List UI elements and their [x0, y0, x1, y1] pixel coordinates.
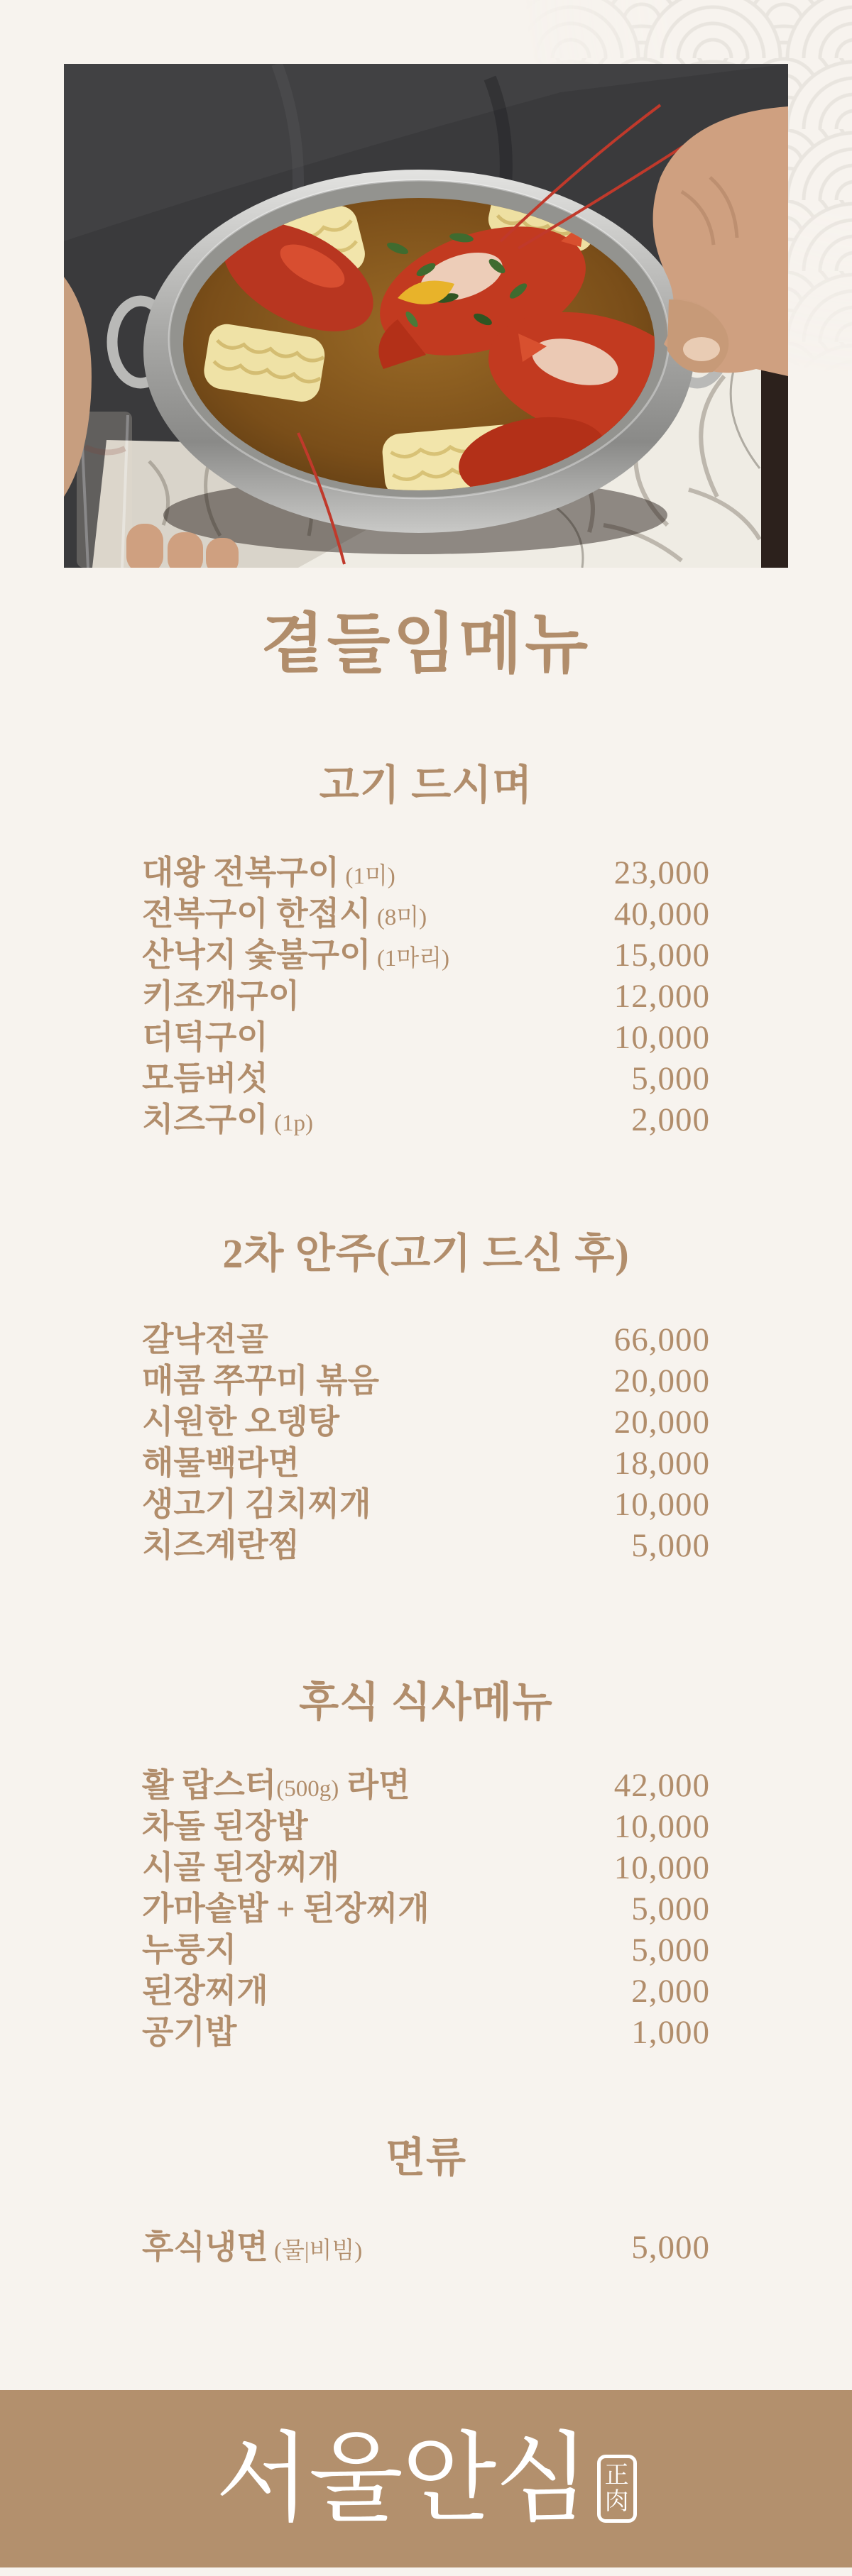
- menu-item: [142, 1971, 710, 2012]
- item-price: 5,000: [631, 1890, 710, 1927]
- menu-body: [142, 762, 710, 2268]
- item-name-suffix: 라면: [339, 1767, 410, 1803]
- seal-char-bottom: 肉: [604, 2487, 629, 2516]
- item-name-text: 시골 된장찌개: [142, 1849, 340, 1886]
- item-name-text: 모듬버섯: [142, 1060, 268, 1096]
- menu-item: [142, 1847, 710, 1888]
- menu-item: [142, 1806, 710, 1847]
- item-note: (500g): [276, 1776, 339, 1802]
- item-name: [142, 1402, 339, 1446]
- footer-banner: [0, 2390, 852, 2567]
- menu-item: [142, 893, 710, 935]
- seal-char-top: 正: [604, 2461, 629, 2490]
- item-price: 10,000: [613, 1486, 710, 1523]
- item-name: [142, 1319, 268, 1364]
- item-note: (물|비빔): [268, 2238, 363, 2264]
- item-name: [142, 2012, 236, 2057]
- page-title: 곁들임메뉴: [261, 608, 591, 681]
- hero-photo: [64, 64, 788, 568]
- item-name-text: 키조개구이: [142, 978, 300, 1014]
- section-items-dessert-meal: [142, 1765, 710, 2053]
- section-header-meat: 고기 드시며: [319, 762, 533, 808]
- item-name: [142, 1443, 300, 1487]
- item-name-text: 산낙지 숯불구이: [142, 937, 371, 973]
- item-price: 10,000: [613, 1019, 710, 1056]
- brand-logo-text: 서울안심: [215, 2424, 589, 2533]
- brand-logo: [215, 2424, 636, 2533]
- item-price: 10,000: [613, 1808, 710, 1845]
- item-name-text: 차돌 된장밥: [142, 1808, 308, 1844]
- menu-item: [142, 1888, 710, 1930]
- menu-item: [142, 1099, 710, 1140]
- item-name-text: 갈낙전골: [142, 1321, 268, 1358]
- menu-item: [142, 935, 710, 976]
- menu-item: [142, 1443, 710, 1484]
- section-header-noodles: 면류: [385, 2135, 467, 2181]
- menu-item: [142, 1058, 710, 1099]
- item-name-text: 매콤 쭈꾸미 볶음: [142, 1363, 380, 1399]
- item-price: 2,000: [631, 1101, 710, 1138]
- item-name-text: 대왕 전복구이: [142, 854, 340, 891]
- item-name-text: 더덕구이: [142, 1019, 268, 1055]
- menu-item: [142, 1402, 710, 1443]
- menu-item: [142, 1017, 710, 1058]
- item-name: [142, 2227, 362, 2272]
- item-price: 5,000: [631, 1527, 710, 1564]
- section-header-second-round: 2차 안주(고기 드신 후): [222, 1231, 630, 1277]
- item-name-text: 치즈구이: [142, 1101, 268, 1138]
- item-name-text: 생고기 김치찌개: [142, 1486, 371, 1522]
- item-price: 10,000: [613, 1849, 710, 1886]
- item-name-text: 누룽지: [142, 1932, 237, 1968]
- item-price: 5,000: [631, 1932, 710, 1969]
- section-items-noodles: [142, 2227, 710, 2268]
- item-price: 66,000: [613, 1321, 710, 1358]
- item-price: 23,000: [613, 854, 710, 891]
- section-items-second-round: [142, 1319, 710, 1566]
- section-items-meat: [142, 852, 710, 1140]
- menu-item: [142, 852, 710, 893]
- item-price: 5,000: [631, 2229, 710, 2266]
- item-name: [142, 1847, 339, 1892]
- item-name-text: 치즈계란찜: [142, 1527, 300, 1563]
- item-name-text: 시원한 오뎅탕: [142, 1404, 340, 1440]
- item-name: [142, 1888, 430, 1933]
- item-name: [142, 1525, 300, 1570]
- item-note: (1마리): [371, 946, 450, 971]
- item-price: 5,000: [631, 1060, 710, 1097]
- item-name: [142, 1484, 371, 1529]
- item-note: (1미): [339, 864, 395, 889]
- item-name: [142, 893, 427, 938]
- item-price: 2,000: [631, 1973, 710, 2010]
- menu-item: [142, 1525, 710, 1566]
- item-name: [142, 852, 395, 897]
- item-name-text: 전복구이 한접시: [142, 896, 371, 932]
- item-price: 20,000: [613, 1404, 710, 1441]
- item-name: [142, 1360, 379, 1405]
- item-note: (1p): [268, 1111, 313, 1136]
- item-price: 42,000: [613, 1767, 710, 1804]
- menu-item: [142, 976, 710, 1017]
- menu-item: [142, 2012, 710, 2053]
- item-name: [142, 976, 300, 1020]
- item-name-text: 공기밥: [142, 2014, 237, 2050]
- item-name: [142, 1058, 268, 1103]
- item-price: 20,000: [613, 1363, 710, 1399]
- menu-item: [142, 1484, 710, 1525]
- item-name-text: 가마솥밥 + 된장찌개: [142, 1890, 430, 1927]
- item-name-text: 해물백라면: [142, 1445, 300, 1481]
- item-name: [142, 1971, 268, 2015]
- menu-item: [142, 1765, 710, 1806]
- item-name: [142, 1099, 313, 1144]
- item-name: [142, 1930, 236, 1974]
- menu-item: [142, 1360, 710, 1402]
- item-price: 15,000: [613, 937, 710, 974]
- item-name: [142, 935, 449, 979]
- section-header-dessert-meal: 후식 식사메뉴: [299, 1679, 553, 1725]
- item-note: (8미): [371, 905, 427, 930]
- item-name: [142, 1017, 268, 1062]
- menu-item: [142, 1319, 710, 1360]
- item-name: [142, 1806, 308, 1851]
- item-name-text: 활 랍스터: [142, 1767, 277, 1803]
- item-name-text: 후식냉면: [142, 2229, 268, 2265]
- brand-seal-stamp: [597, 2455, 637, 2523]
- item-name-text: 된장찌개: [142, 1973, 268, 2009]
- menu-item: [142, 1930, 710, 1971]
- item-name: [142, 1765, 410, 1810]
- item-price: 1,000: [631, 2014, 710, 2051]
- item-price: 12,000: [613, 978, 710, 1015]
- item-price: 40,000: [613, 896, 710, 932]
- menu-item: [142, 2227, 710, 2268]
- item-price: 18,000: [613, 1445, 710, 1482]
